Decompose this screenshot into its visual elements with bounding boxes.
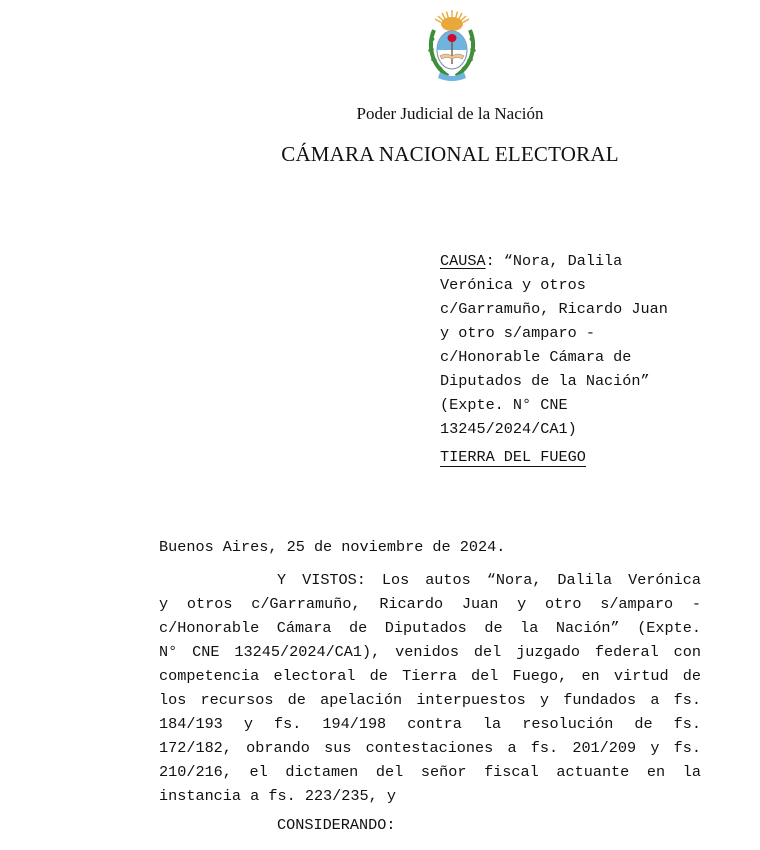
case-caption-line: Diputados de la Nación” — [440, 372, 650, 390]
case-caption-line: Verónica y otros — [440, 276, 586, 294]
paragraph-line: los recursos de apelación interpuestos y fundados a fs. — [159, 691, 701, 709]
province-label: TIERRA DEL FUEGO — [440, 448, 586, 466]
paragraph-line: 184/193 y fs. 194/198 contra la resolución de fs. — [159, 715, 701, 733]
judiciary-heading: Poder Judicial de la Nación — [356, 104, 544, 123]
case-caption-line: c/Honorable Cámara de — [440, 348, 632, 366]
paragraph-line: c/Honorable Cámara de Diputados de la Nación” (Expte. — [159, 619, 701, 637]
paragraph-line: y otros c/Garramuño, Ricardo Juan y otro s/amparo - — [159, 595, 701, 613]
paragraph-line: instancia a fs. 223/235, y — [159, 787, 396, 805]
case-caption-line: (Expte. N° CNE — [440, 396, 568, 414]
considerando-heading: CONSIDERANDO: — [277, 816, 396, 834]
paragraph-line: Y VISTOS: Los autos “Nora, Dalila Verónica — [277, 571, 701, 589]
case-caption-line: c/Garramuño, Ricardo Juan — [440, 300, 668, 318]
vistos-paragraph — [159, 568, 701, 808]
case-caption-line: y otro s/amparo - — [440, 324, 595, 342]
paragraph-line: competencia electoral de Tierra del Fuego, en virtud de — [159, 667, 701, 685]
paragraph-line: 172/182, obrando sus contestaciones a fs. 201/209 y fs. — [159, 739, 701, 757]
argentina-coat-of-arms-icon — [426, 8, 478, 84]
date-line: Buenos Aires, 25 de noviembre de 2024. — [159, 538, 506, 556]
case-label: CAUSA — [440, 252, 486, 270]
case-caption — [440, 249, 740, 441]
paragraph-line: 210/216, el dictamen del señor fiscal actuante en la — [159, 763, 701, 781]
court-name-heading: CÁMARA NACIONAL ELECTORAL — [281, 142, 619, 166]
case-caption-line: 13245/2024/CA1) — [440, 420, 577, 438]
paragraph-line: N° CNE 13245/2024/CA1), venidos del juzgado federal con — [159, 643, 701, 661]
case-caption-line: CAUSA: “Nora, Dalila — [440, 252, 623, 270]
